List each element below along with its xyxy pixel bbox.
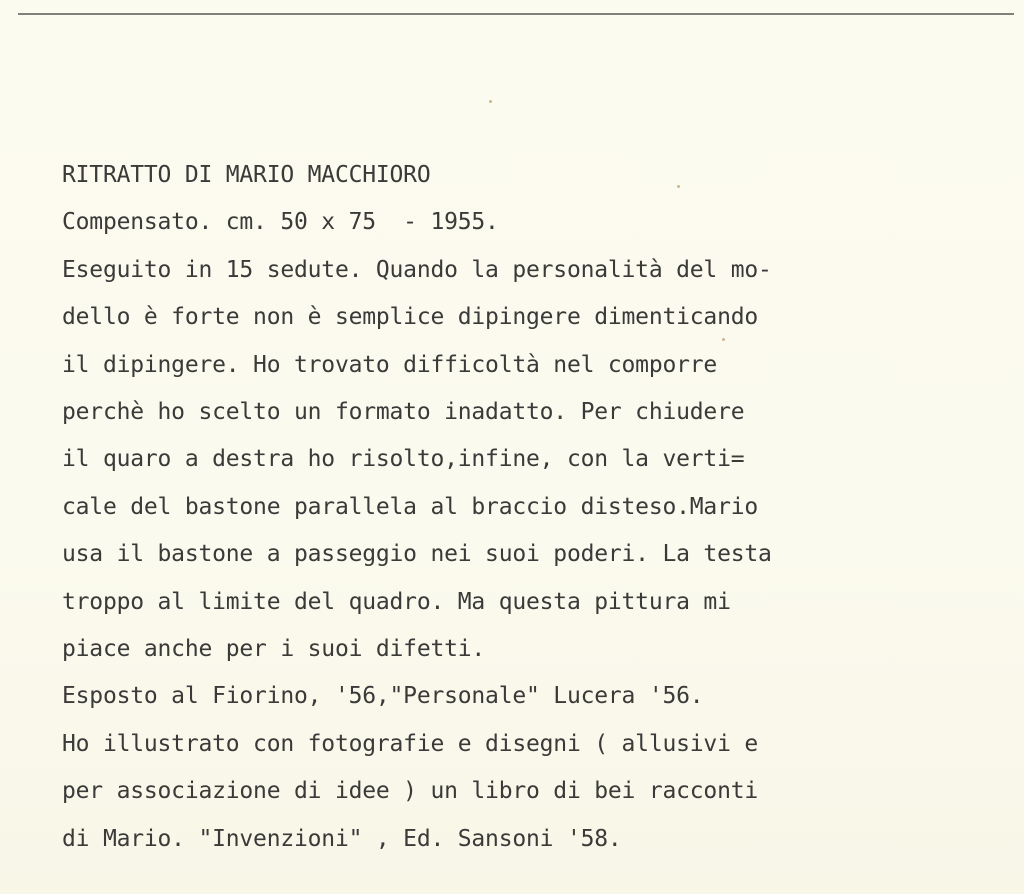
text-line: troppo al limite del quadro. Ma questa pittura mi	[62, 588, 731, 615]
text-line: usa il bastone a passeggio nei suoi poderi. La testa	[62, 541, 772, 568]
text-line: Compensato. cm. 50 x 75 - 1955.	[62, 209, 499, 236]
text-line: piace anche per i suoi difetti.	[62, 636, 486, 663]
typewritten-text	[62, 152, 1002, 863]
text-line: dello è forte non è semplice dipingere dimenticando	[62, 304, 759, 331]
text-line: il dipingere. Ho trovato difficoltà nel comporre	[62, 351, 718, 378]
document-title: RITRATTO DI MARIO MACCHIORO	[62, 162, 431, 188]
text-line: Esposto al Fiorino, '56,"Personale" Lucera '56.	[62, 683, 704, 710]
paper-speck	[489, 100, 492, 103]
text-line: Eseguito in 15 sedute. Quando la personalità del mo-	[62, 256, 772, 283]
text-line: perchè ho scelto un formato inadatto. Per chiudere	[62, 399, 745, 426]
text-line: il quaro a destra ho risolto,infine, con la verti=	[62, 446, 745, 473]
text-line: Ho illustrato con fotografie e disegni ( allusivi e	[62, 730, 759, 757]
text-line: di Mario. "Invenzioni" , Ed. Sansoni '58.	[62, 825, 622, 852]
paper-speck	[677, 185, 680, 188]
paper-speck	[722, 338, 725, 341]
top-edge-line	[18, 13, 1014, 15]
text-line: cale del bastone parallela al braccio disteso.Mario	[62, 493, 759, 520]
text-line: per associazione di idee ) un libro di bei racconti	[62, 778, 759, 805]
